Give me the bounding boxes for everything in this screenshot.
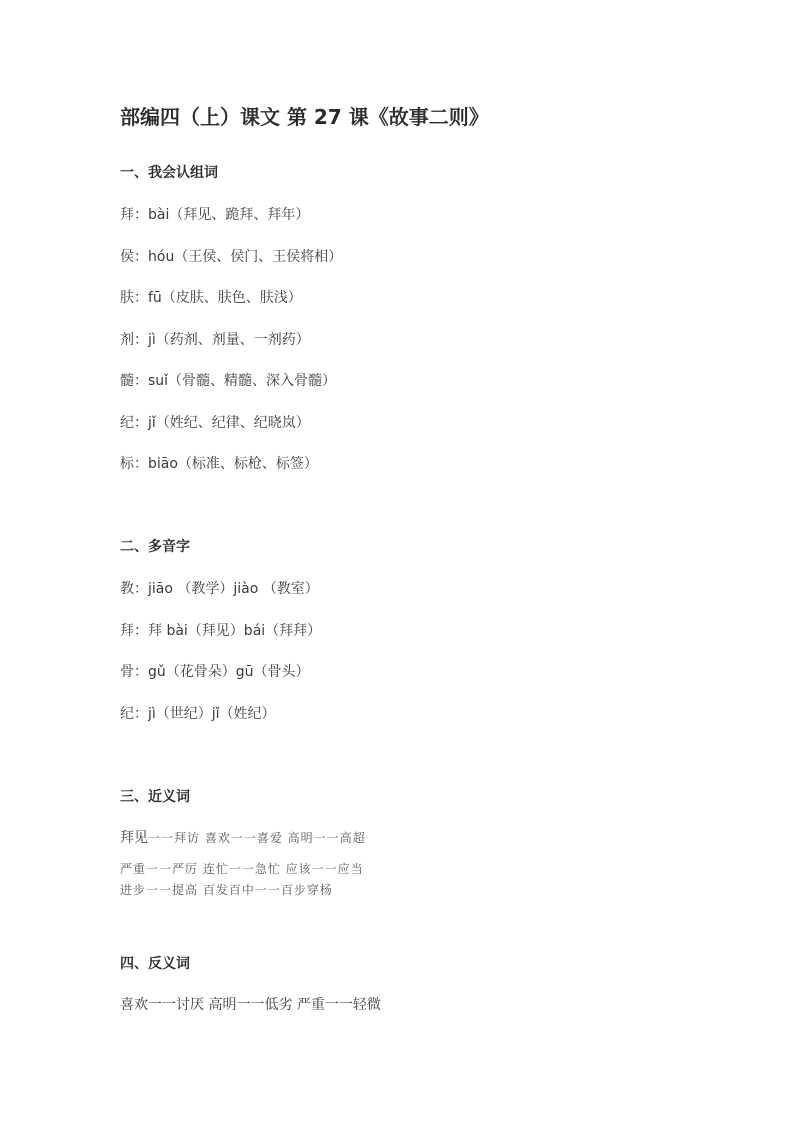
section-heading-antonyms: 四、反义词 <box>120 956 190 972</box>
section-heading-recognize-words: 一、我会认组词 <box>120 165 218 181</box>
polyphone-item-jiao: 教：jiāo （教学）jiào （教室） <box>120 581 319 597</box>
synonym-line-1 <box>120 829 366 847</box>
antonym-line-1: 喜欢一一讨厌 高明一一低劣 严重一一轻微 <box>120 997 381 1013</box>
word-item-ji-surname: 纪：jǐ（姓纪、纪律、纪晓岚） <box>120 415 310 431</box>
polyphone-item-bai: 拜：拜 bài（拜见）bái（拜拜） <box>120 623 322 639</box>
word-item-bai: 拜：bài（拜见、跪拜、拜年） <box>120 207 310 223</box>
polyphone-item-ji: 纪：jì（世纪）jǐ（姓纪） <box>120 706 276 722</box>
page-title: 部编四（上）课文 第 27 课《故事二则》 <box>120 105 489 129</box>
synonym-line-2: 严重一一严厉 连忙一一急忙 应该一一应当 <box>120 862 364 876</box>
polyphone-item-gu: 骨：gǔ（花骨朵）gū（骨头） <box>120 664 310 680</box>
word-item-ji-dose: 剂：jì（药剂、剂量、一剂药） <box>120 332 310 348</box>
word-item-sui: 髓：suǐ（骨髓、精髓、深入骨髓） <box>120 373 337 389</box>
word-item-fu: 肤：fū（皮肤、肤色、肤浅） <box>120 290 302 306</box>
word-item-biao: 标：biāo（标准、标枪、标签） <box>120 456 318 472</box>
synonym-line-1-rest: 一一拜访 喜欢一一喜爱 高明一一高超 <box>148 831 366 845</box>
section-heading-synonyms: 三、近义词 <box>120 789 190 805</box>
synonym-lead-word: 拜见 <box>120 830 148 846</box>
section-heading-polyphones: 二、多音字 <box>120 539 190 555</box>
synonym-line-3: 进步一一提高 百发百中一一百步穿杨 <box>120 883 333 897</box>
word-item-hou: 侯：hóu（王侯、侯门、王侯将相） <box>120 249 343 265</box>
